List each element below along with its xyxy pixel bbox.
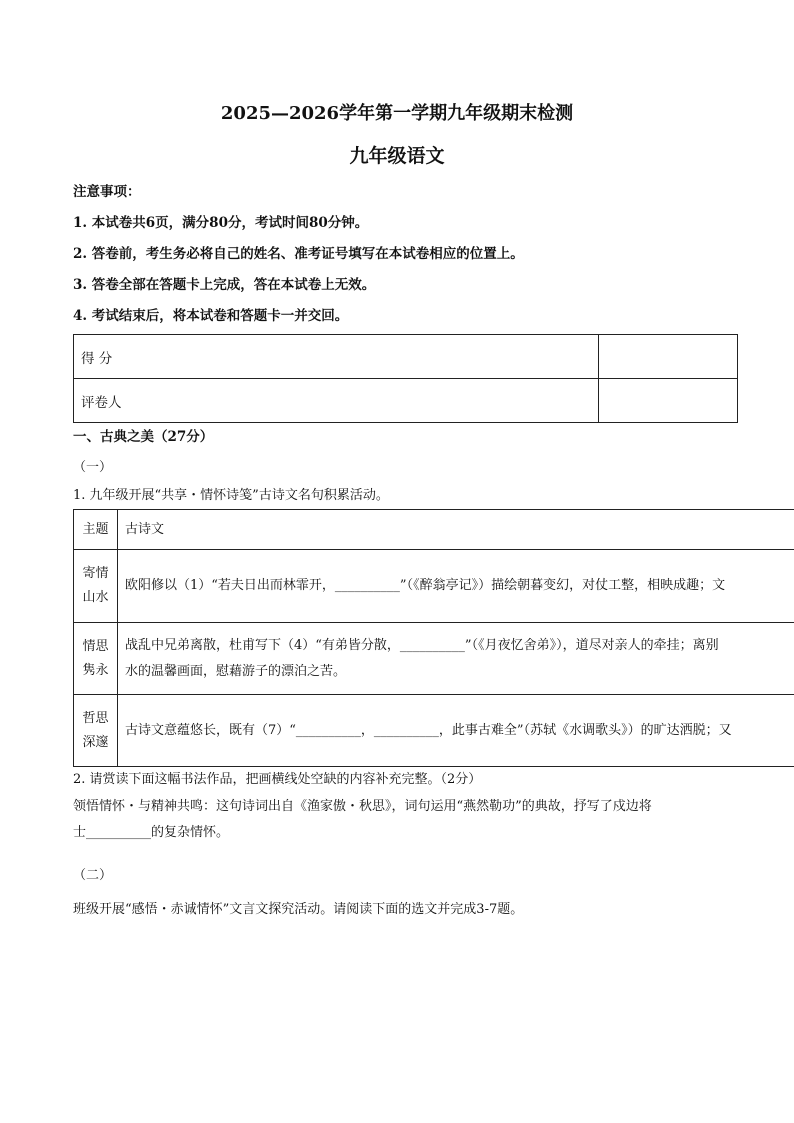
poetry-cell: [118, 550, 794, 623]
theme-line: 哲思: [82, 710, 109, 726]
poetry-table: [73, 509, 794, 767]
notice-item-4: 4. 考试结束后，将本试卷和答题卡一并交回。: [73, 308, 349, 324]
notice-item-3: 3. 答卷全部在答题卡上完成，答在本试卷上无效。: [73, 277, 376, 293]
notice-item-2: 2. 答卷前，考生务必将自己的姓名、准考证号填写在本试卷相应的位置上。: [73, 246, 524, 262]
theme-line: 隽永: [82, 662, 109, 678]
header-poetry: 古诗文: [118, 510, 794, 550]
question-2: 2. 请赏读下面这幅书法作品，把画横线处空缺的内容补充完整。（2分）: [73, 772, 482, 787]
question-2-line: 领悟情怀・与精神共鸣：这句诗词出自《渔家傲・秋思》，词句运用“燕然勒功”的典故，抒写了戍边将: [73, 799, 652, 814]
theme-cell: [74, 695, 118, 767]
question-1: 1. 九年级开展“共享・情怀诗笺”古诗文名句积累活动。: [73, 488, 389, 503]
grader-cell: [599, 379, 738, 423]
notice-item-1: 1. 本试卷共6页，满分80分，考试时间80分钟。: [73, 215, 369, 231]
poetry-line: 古诗文意蕴悠长，既有（7）“__________，__________，此事古难全”（苏轼《水调歌头》）的旷达洒脱；又: [125, 722, 732, 738]
poetry-line: 战乱中兄弟离散，杜甫写下（4）“有弟皆分散，__________”（《月夜忆舍弟》），道尽对亲人的牵挂；离别: [125, 637, 719, 653]
theme-cell: [74, 550, 118, 623]
theme-line: 情思: [82, 638, 109, 654]
table-row: [74, 623, 794, 695]
part-1-label: （一）: [73, 460, 113, 475]
notice-heading: 注意事项：: [73, 184, 141, 200]
poetry-line: 水的温馨画面，慰藉游子的漂泊之苦。: [125, 663, 347, 679]
exam-title: 2025—2026学年第一学期九年级期末检测: [220, 103, 574, 124]
poetry-cell: [118, 623, 794, 695]
question-3-intro: 班级开展“感悟・赤诚情怀”文言文探究活动。请阅读下面的选文并完成3-7题。: [73, 902, 524, 917]
theme-cell: [74, 623, 118, 695]
theme-line: 山水: [82, 590, 109, 605]
question-2-line: 士__________的复杂情怀。: [73, 825, 230, 840]
part-2-label: （二）: [73, 868, 113, 883]
poetry-line: 欧阳修以（1）“若夫日出而林霏开，__________”（《醉翁亭记》）描绘朝暮变幻，对仗工整，相映成趣；文: [125, 578, 726, 593]
grader-label: 评卷人: [74, 379, 599, 423]
score-row: [74, 335, 738, 379]
theme-line: 寄情: [82, 566, 109, 581]
score-label: 得 分: [74, 335, 599, 379]
table-row: [74, 550, 794, 623]
poetry-table-header: [74, 510, 794, 550]
table-row: [74, 695, 794, 767]
header-theme: 主题: [74, 510, 118, 550]
score-table: [73, 334, 738, 423]
grader-row: [74, 379, 738, 423]
theme-line: 深邃: [82, 734, 109, 750]
section-1-title: 一、古典之美（27分）: [73, 429, 214, 445]
exam-subtitle: 九年级语文: [349, 145, 445, 167]
score-cell: [599, 335, 738, 379]
poetry-cell: [118, 695, 794, 767]
